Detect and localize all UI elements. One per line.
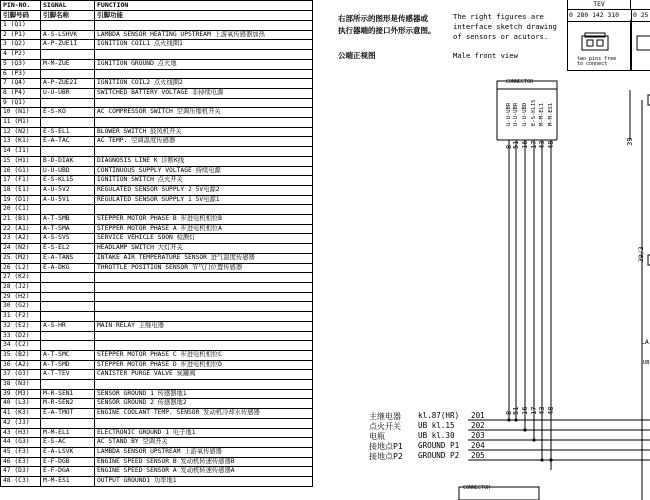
pin-number-cell: 10 (N1) xyxy=(1,108,41,118)
pin-number-cell: 22 (A1) xyxy=(1,224,41,234)
function-cell: REGULATED SENSOR SUPPLY 1 5V电源1 xyxy=(95,195,313,205)
pin-number-cell: 48 (C3) xyxy=(1,477,41,487)
pin-number-cell: 19 (D1) xyxy=(1,195,41,205)
signal-name-cell: A-P-ZUE2I xyxy=(41,79,95,89)
pin-number: 48 xyxy=(547,140,555,149)
function-cell: ENGINE COOLANT TEMP. SENSOR 发动机冷却水传感器 xyxy=(95,409,313,419)
signal-label: E-S-KL15 xyxy=(531,99,537,126)
ub-label: UB xyxy=(643,360,650,366)
legend-cn-label: 主继电器 xyxy=(369,412,401,421)
signal-label: U-U-UBR xyxy=(506,102,512,126)
pin-number-cell: 28 (J2) xyxy=(1,282,41,292)
part-number-2: 0 25 xyxy=(631,9,650,22)
connector-label-top: CONNECTOR xyxy=(506,79,534,85)
pin-number: 48 xyxy=(547,406,555,415)
pin-number-cell: 47 (D3) xyxy=(1,467,41,477)
pin-number-cell: 3 (Q2) xyxy=(1,40,41,50)
legend-wire-number: 202 xyxy=(471,421,485,430)
function-cell: AC TEMP. 空调温度传感器 xyxy=(95,137,313,147)
function-cell: STEPPER MOTOR PHASE B 步进电机相位B xyxy=(95,215,313,225)
function-cell: ENGINE SPEED SENSOR A 发动机转速传感器A xyxy=(95,467,313,477)
signal-name-cell: E-A-TMOT xyxy=(41,409,95,419)
pin-number-cell: 30 (G2) xyxy=(1,302,41,312)
pin-number-cell: 2 (P1) xyxy=(1,30,41,40)
signal-name-cell: E-A-TAC xyxy=(41,137,95,147)
pin-number-cell: 9 (Q1) xyxy=(1,98,41,108)
pin-number-cell: 46 (E3) xyxy=(1,457,41,467)
pin-number-cell: 7 (Q4) xyxy=(1,79,41,89)
pin-number-cell: 23 (A2) xyxy=(1,234,41,244)
header-signal: SIGNAL xyxy=(41,1,95,11)
pin-number: 17 xyxy=(530,406,538,415)
signal-name-cell: A-T-SMB xyxy=(41,215,95,225)
signal-name-cell: E-A-DKG xyxy=(41,263,95,273)
legend-cn-label: 接地点P1 xyxy=(369,442,403,451)
function-cell: CANISTER PURGE VALVE 炭罐阀 xyxy=(95,370,313,380)
pin-number-cell: 32 (E2) xyxy=(1,321,41,331)
function-cell: SENSOR GROUND 2 传感器地2 xyxy=(95,399,313,409)
part-label: TEV xyxy=(567,0,631,10)
part-number: 0 280 142 310 xyxy=(567,9,632,22)
legend-terminal: GROUND P1 xyxy=(418,441,460,450)
legend-cn-label: 接地点P2 xyxy=(369,452,403,461)
pin-number-cell: 38 (N3) xyxy=(1,380,41,390)
function-cell: STEPPER MOTOR PHASE C 步进电机相位C xyxy=(95,350,313,360)
pin-number-cell: 20 (C1) xyxy=(1,205,41,215)
signal-name-cell: A-U-5V2 xyxy=(41,185,95,195)
pin-number-cell: 13 (K1) xyxy=(1,137,41,147)
pin-number-cell: 34 (C2) xyxy=(1,341,41,351)
pin-number: 16 xyxy=(521,140,529,149)
en-note-line1: The right figures are xyxy=(453,12,544,21)
function-cell: CONTINUOUS SUPPLY VOLTAGE 持续电源 xyxy=(95,166,313,176)
signal-label: U-U-UBD xyxy=(522,102,528,126)
function-cell: AC STAND BY 空调开关 xyxy=(95,438,313,448)
legend-cn-label: 电瓶 xyxy=(369,432,385,441)
pin-number-cell: 14 (J1) xyxy=(1,147,41,157)
signal-name-cell: U-U-UBR xyxy=(41,88,95,98)
function-cell: IGNITION SWITCH 点火开关 xyxy=(95,176,313,186)
pin-number-cell: 25 (M2) xyxy=(1,253,41,263)
pin-number-cell: 18 (E1) xyxy=(1,185,41,195)
part-note: two pins free to connect xyxy=(577,56,617,67)
function-cell: LAMBDA SENSOR HEATING UPSTREAM 上游氧传感器加热 xyxy=(95,30,313,40)
signal-name-cell: M-R-SEN1 xyxy=(41,389,95,399)
signal-name-cell: E-A-TANS xyxy=(41,253,95,263)
header-signal-cn: 引脚名称 xyxy=(41,11,95,21)
legend-terminal: UB kl.15 xyxy=(418,421,455,430)
pin-number-cell: 39 (M3) xyxy=(1,389,41,399)
pin-number-cell: 43 (H3) xyxy=(1,428,41,438)
signal-name-cell: E-S-KO xyxy=(41,108,95,118)
signal-name-cell: E-F-DGA xyxy=(41,467,95,477)
signal-name-cell: A-S-LSHVK xyxy=(41,30,95,40)
function-cell: STEPPER MOTOR PHASE A 步进电机相位A xyxy=(95,224,313,234)
legend-terminal: GROUND P2 xyxy=(418,451,460,460)
signal-name-cell: A-T-SMD xyxy=(41,360,95,370)
pin-number-cell: 45 (F3) xyxy=(1,447,41,457)
pin-number-cell: 15 (H1) xyxy=(1,156,41,166)
cn-view-label: 公端正视图 xyxy=(338,51,376,60)
la-label: LA xyxy=(641,338,649,346)
pin-number-cell: 36 (A2) xyxy=(1,360,41,370)
signal-label: M-M-ES1 xyxy=(548,102,554,126)
en-note-line2: interface sketch drawing xyxy=(453,22,557,31)
pin-number-cell: 17 (F1) xyxy=(1,176,41,186)
en-view-label: Male front view xyxy=(453,51,518,60)
pin-number-cell: 31 (F2) xyxy=(1,312,41,322)
pin-number-cell: 24 (N2) xyxy=(1,244,41,254)
pin-number-cell: 37 (O3) xyxy=(1,370,41,380)
legend-cn-label: 点火开关 xyxy=(369,422,401,431)
function-cell: IGNITION COIL1 点火线圈1 xyxy=(95,40,313,50)
pin-39-3-label: 39/3 xyxy=(637,246,645,262)
signal-name-cell: A-U-5V1 xyxy=(41,195,95,205)
signal-name-cell: A-T-TEV xyxy=(41,370,95,380)
signal-name-cell: E-S-AC xyxy=(41,438,95,448)
pin-number: 43 xyxy=(538,140,546,149)
function-cell: ELECTRONIC GROUND 1 电子地1 xyxy=(95,428,313,438)
function-cell: SWITCHED BATTERY VOLTAGE 非持续电源 xyxy=(95,88,313,98)
pin-39-label: 39 xyxy=(626,137,634,146)
header-function: FUNCTION xyxy=(95,1,313,11)
signal-name-cell: U-U-UBD xyxy=(41,166,95,176)
signal-name-cell: E-A-LSVK xyxy=(41,447,95,457)
pin-number-cell: 29 (H2) xyxy=(1,292,41,302)
function-cell: DIAGNOSIS LINE K 诊断K线 xyxy=(95,156,313,166)
cn-note-line2: 执行器端的接口外形示意图。 xyxy=(338,26,436,35)
pin-number-cell: 27 (K2) xyxy=(1,273,41,283)
pin-number-cell: 41 (K3) xyxy=(1,409,41,419)
pin-number: 8 xyxy=(505,410,513,415)
legend-wire-number: 203 xyxy=(471,431,485,440)
pin-number-cell: 6 (P3) xyxy=(1,69,41,79)
pin-number-cell: 11 (M1) xyxy=(1,118,41,128)
signal-name-cell: A-T-SMA xyxy=(41,224,95,234)
en-note-line3: of sensors or acutors. xyxy=(453,32,549,41)
function-cell: STEPPER MOTOR PHASE D 步进电机相位D xyxy=(95,360,313,370)
function-cell: REGULATED SENSOR SUPPLY 2 5V电源2 xyxy=(95,185,313,195)
function-cell: LAMBDA SENSOR UPSTREAM 上游氧传感器 xyxy=(95,447,313,457)
legend-wire-number: 201 xyxy=(471,411,485,420)
signal-name-cell: E-S-KL15 xyxy=(41,176,95,186)
legend-wire-number: 204 xyxy=(471,441,485,450)
pin-number-cell: 21 (B1) xyxy=(1,215,41,225)
signal-name-cell: M-M-ZUE xyxy=(41,59,95,69)
function-cell: AC COMPRESSOR SWITCH 空调压缩机开关 xyxy=(95,108,313,118)
pin-number-cell: 4 (P2) xyxy=(1,50,41,60)
header-pin-no-cn: 引脚号码 xyxy=(1,11,41,21)
function-cell: THROTTLE POSITION SENSOR 节气门位置传感器 xyxy=(95,263,313,273)
pin-number-cell: 12 (N2) xyxy=(1,127,41,137)
pin-number: 16 xyxy=(521,406,529,415)
signal-name-cell: A-T-SMC xyxy=(41,350,95,360)
pin-number-cell: 8 (P4) xyxy=(1,88,41,98)
signal-name-cell: E-S-EL1 xyxy=(41,127,95,137)
legend-terminal: UB kl.30 xyxy=(418,431,455,440)
header-function-cn: 引脚功能 xyxy=(95,11,313,21)
function-cell: ENGINE SPEED SENSOR B 发动机转速传感器B xyxy=(95,457,313,467)
function-cell: BLOWER SWITCH 鼓风机开关 xyxy=(95,127,313,137)
signal-name-cell: E-F-DGB xyxy=(41,457,95,467)
signal-name-cell: A-S-HR xyxy=(41,321,95,331)
function-cell: OUTPUT GROUND1 功率地1 xyxy=(95,477,313,487)
cn-note-line1: 右部所示的图形是传感器或 xyxy=(338,14,428,23)
header-pin-no: PIN-NO. xyxy=(1,1,41,11)
signal-name-cell: M-M-EL1 xyxy=(41,428,95,438)
function-cell: SENSOR GROUND 1 传感器地1 xyxy=(95,389,313,399)
signal-name-cell: A-P-ZUE1I xyxy=(41,40,95,50)
pin-number-cell: 42 (J3) xyxy=(1,418,41,428)
function-cell: IGNITION GROUND 点火地 xyxy=(95,59,313,69)
function-cell: IGNITION COIL2 点火线圈2 xyxy=(95,79,313,89)
pin-number: 51 xyxy=(512,406,520,415)
pin-number-cell: 1 (Q1) xyxy=(1,21,41,31)
pin-number: 43 xyxy=(538,406,546,415)
pin-number-cell: 5 (Q3) xyxy=(1,59,41,69)
function-cell: INTAKE AIR TEMPERATURE SENSOR 进气温度传感器 xyxy=(95,253,313,263)
pin-number-cell: 40 (L3) xyxy=(1,399,41,409)
signal-name-cell: E-S-EL2 xyxy=(41,244,95,254)
function-cell: SERVICE VEHICLE SOON 检测灯 xyxy=(95,234,313,244)
pin-number: 8 xyxy=(505,144,513,149)
signal-name-cell: M-M-ES1 xyxy=(41,477,95,487)
pin-number-cell: 26 (L2) xyxy=(1,263,41,273)
signal-name-cell: B-D-DIAK xyxy=(41,156,95,166)
pin-number-cell: 33 (D2) xyxy=(1,331,41,341)
signal-name-cell: A-S-SVS xyxy=(41,234,95,244)
legend-wire-number: 205 xyxy=(471,451,485,460)
signal-label: M-M-EL1 xyxy=(539,102,545,126)
signal-label: U-U-UBR xyxy=(513,102,519,126)
pin-number-cell: 35 (B2) xyxy=(1,350,41,360)
pin-number-cell: 16 (G1) xyxy=(1,166,41,176)
legend-terminal: kl.87(HR) xyxy=(418,411,460,420)
function-cell: HEADLAMP SWITCH 大灯开关 xyxy=(95,244,313,254)
pin-number-cell: 44 (G3) xyxy=(1,438,41,448)
pin-number: 51 xyxy=(512,140,520,149)
signal-name-cell: M-R-SEN2 xyxy=(41,399,95,409)
function-cell: MAIN RELAY 主继电器 xyxy=(95,321,313,331)
connector-label-bottom: CONNECTOR xyxy=(463,485,491,491)
pin-number: 17 xyxy=(530,140,538,149)
